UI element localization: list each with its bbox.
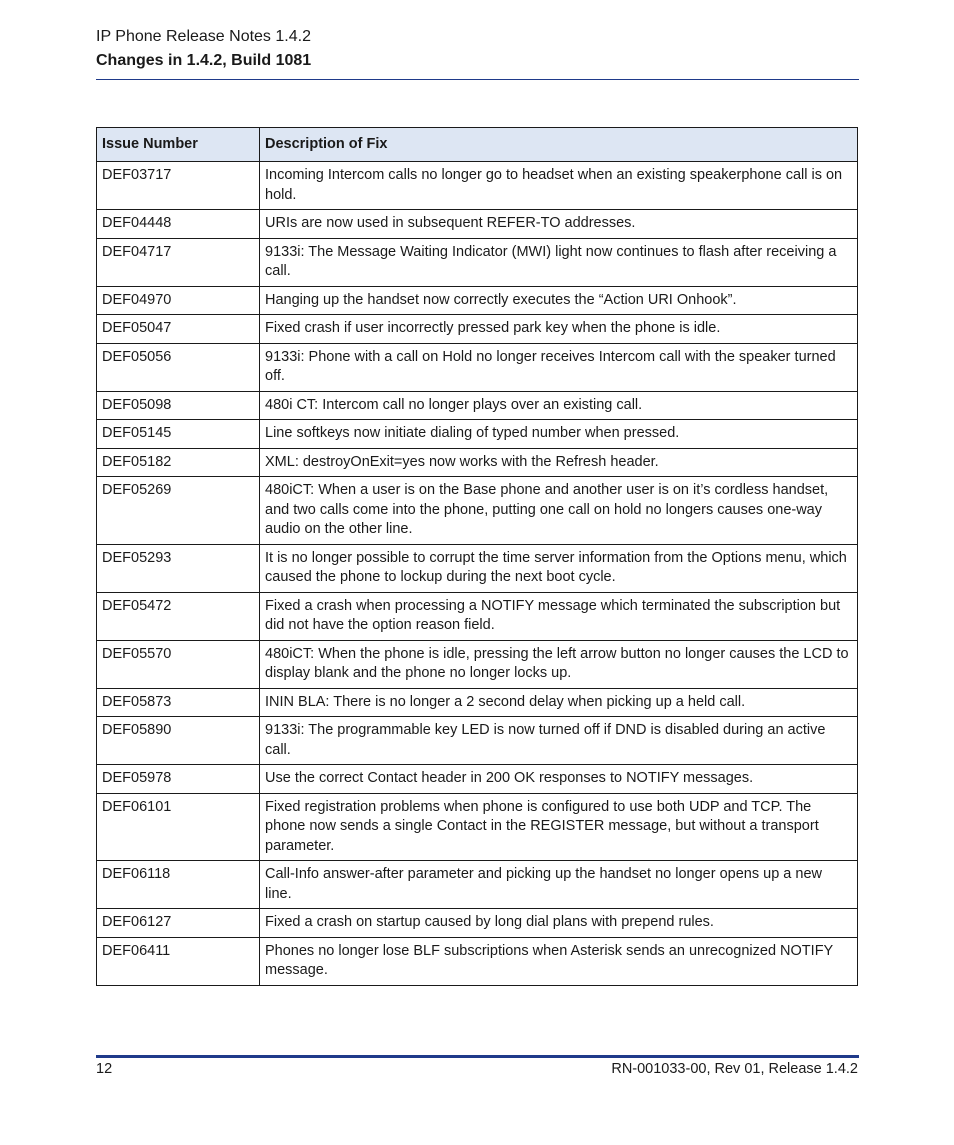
- description-cell: It is no longer possible to corrupt the time server information from the Options menu, which caused the phone to lockup during the next boot cycle.: [260, 544, 858, 592]
- issue-number-cell: DEF06101: [97, 793, 260, 861]
- table-row: [97, 162, 858, 210]
- issue-number-cell: DEF03717: [97, 162, 260, 210]
- table-row: [97, 861, 858, 909]
- description-cell: 9133i: The programmable key LED is now turned off if DND is disabled during an active call.: [260, 717, 858, 765]
- table-row: [97, 592, 858, 640]
- issue-number-cell: DEF05472: [97, 592, 260, 640]
- issue-number-cell: DEF05293: [97, 544, 260, 592]
- table-row: [97, 937, 858, 985]
- page-number: 12: [96, 1061, 113, 1077]
- description-cell: Call-Info answer-after parameter and picking up the handset no longer opens up a new line.: [260, 861, 858, 909]
- table-row: [97, 315, 858, 344]
- description-cell: URIs are now used in subsequent REFER-TO addresses.: [260, 210, 858, 239]
- description-cell: 480iCT: When the phone is idle, pressing the left arrow button no longer causes the LCD to display blank and the phone no longer locks up.: [260, 640, 858, 688]
- table-row: [97, 448, 858, 477]
- table-row: [97, 238, 858, 286]
- description-cell: 480iCT: When a user is on the Base phone and another user is on it’s cordless handset, and two calls come into the phone, putting one call on hold no longers causes one-way audio on the other line.: [260, 477, 858, 545]
- table-row: [97, 343, 858, 391]
- table-row: [97, 544, 858, 592]
- description-cell: Fixed registration problems when phone is configured to use both UDP and TCP. The phone now sends a single Contact in the REGISTER message, but without a transport parameter.: [260, 793, 858, 861]
- description-cell: Hanging up the handset now correctly executes the “Action URI Onhook”.: [260, 286, 858, 315]
- issue-number-cell: DEF06127: [97, 909, 260, 938]
- footer-divider: [96, 1055, 859, 1058]
- description-cell: ININ BLA: There is no longer a 2 second delay when picking up a held call.: [260, 688, 858, 717]
- issue-number-cell: DEF04970: [97, 286, 260, 315]
- table-row: [97, 640, 858, 688]
- table-row: [97, 688, 858, 717]
- description-cell: XML: destroyOnExit=yes now works with the Refresh header.: [260, 448, 858, 477]
- issue-number-cell: DEF05890: [97, 717, 260, 765]
- description-cell: Fixed crash if user incorrectly pressed park key when the phone is idle.: [260, 315, 858, 344]
- description-cell: 9133i: Phone with a call on Hold no longer receives Intercom call with the speaker turned off.: [260, 343, 858, 391]
- page-header: [96, 27, 859, 71]
- table-row: [97, 717, 858, 765]
- description-cell: Incoming Intercom calls no longer go to headset when an existing speakerphone call is on hold.: [260, 162, 858, 210]
- issue-number-cell: DEF05145: [97, 420, 260, 449]
- description-cell: 480i CT: Intercom call no longer plays over an existing call.: [260, 391, 858, 420]
- description-cell: Phones no longer lose BLF subscriptions when Asterisk sends an unrecognized NOTIFY message.: [260, 937, 858, 985]
- table-row: [97, 477, 858, 545]
- issue-number-cell: DEF05056: [97, 343, 260, 391]
- issue-number-cell: DEF04448: [97, 210, 260, 239]
- section-title: Changes in 1.4.2, Build 1081: [96, 52, 312, 69]
- document-id: RN-001033-00, Rev 01, Release 1.4.2: [611, 1061, 858, 1077]
- description-cell: Line softkeys now initiate dialing of typed number when pressed.: [260, 420, 858, 449]
- issue-number-cell: DEF05182: [97, 448, 260, 477]
- issue-number-cell: DEF04717: [97, 238, 260, 286]
- issue-number-cell: DEF05047: [97, 315, 260, 344]
- issue-number-cell: DEF05873: [97, 688, 260, 717]
- issue-number-cell: DEF06411: [97, 937, 260, 985]
- table-row: [97, 420, 858, 449]
- table-row: [97, 909, 858, 938]
- table-row: [97, 286, 858, 315]
- column-header-issue-number: Issue Number: [97, 128, 260, 162]
- column-header-description: Description of Fix: [260, 128, 858, 162]
- table-row: [97, 765, 858, 794]
- table-row: [97, 210, 858, 239]
- description-cell: Use the correct Contact header in 200 OK responses to NOTIFY messages.: [260, 765, 858, 794]
- table-row: [97, 793, 858, 861]
- document-title: IP Phone Release Notes 1.4.2: [96, 28, 311, 45]
- issue-number-cell: DEF05570: [97, 640, 260, 688]
- description-cell: Fixed a crash on startup caused by long dial plans with prepend rules.: [260, 909, 858, 938]
- fixes-table: [96, 127, 858, 986]
- table-row: [97, 391, 858, 420]
- issue-number-cell: DEF05269: [97, 477, 260, 545]
- issue-number-cell: DEF06118: [97, 861, 260, 909]
- description-cell: Fixed a crash when processing a NOTIFY message which terminated the subscription but did not have the option reason field.: [260, 592, 858, 640]
- table-header-row: [97, 128, 858, 162]
- description-cell: 9133i: The Message Waiting Indicator (MWI) light now continues to flash after receiving a call.: [260, 238, 858, 286]
- issue-number-cell: DEF05978: [97, 765, 260, 794]
- issue-number-cell: DEF05098: [97, 391, 260, 420]
- header-divider: [96, 79, 859, 80]
